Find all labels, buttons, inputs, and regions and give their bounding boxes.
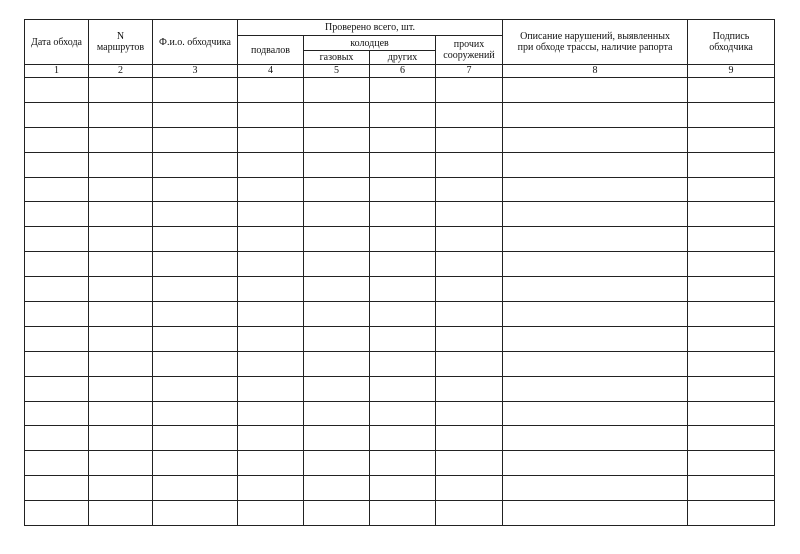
- blank-cell: [503, 302, 688, 327]
- column-number: 8: [503, 65, 688, 78]
- blank-cell: [436, 451, 503, 476]
- blank-cell: [25, 351, 89, 376]
- blank-cell: [89, 152, 153, 177]
- blank-cell: [370, 501, 436, 526]
- blank-cell: [503, 177, 688, 202]
- blank-cell: [688, 401, 775, 426]
- blank-cell: [436, 351, 503, 376]
- blank-cell: [436, 401, 503, 426]
- blank-cell: [153, 177, 238, 202]
- blank-cell: [370, 302, 436, 327]
- blank-cell: [25, 451, 89, 476]
- blank-cell: [304, 152, 370, 177]
- blank-cell: [436, 227, 503, 252]
- header-gas-wells: газовых: [304, 51, 370, 65]
- blank-cell: [436, 127, 503, 152]
- blank-cell: [25, 177, 89, 202]
- blank-cell: [153, 202, 238, 227]
- blank-cell: [25, 277, 89, 302]
- blank-cell: [304, 102, 370, 127]
- blank-cell: [370, 202, 436, 227]
- blank-cell: [370, 326, 436, 351]
- blank-cell: [238, 302, 304, 327]
- blank-cell: [688, 501, 775, 526]
- blank-cell: [370, 177, 436, 202]
- table-row: [25, 202, 775, 227]
- blank-cell: [153, 476, 238, 501]
- blank-cell: [688, 252, 775, 277]
- table-row: [25, 102, 775, 127]
- blank-cell: [153, 277, 238, 302]
- table-row: [25, 476, 775, 501]
- column-number: 6: [370, 65, 436, 78]
- blank-cell: [89, 227, 153, 252]
- blank-cell: [25, 78, 89, 103]
- blank-cell: [89, 451, 153, 476]
- blank-cell: [153, 102, 238, 127]
- blank-cell: [153, 326, 238, 351]
- blank-cell: [503, 152, 688, 177]
- blank-cell: [370, 152, 436, 177]
- blank-cell: [238, 102, 304, 127]
- blank-cell: [89, 351, 153, 376]
- blank-cell: [436, 177, 503, 202]
- blank-cell: [304, 177, 370, 202]
- header-fio: Ф.и.о. обходчика: [153, 20, 238, 65]
- blank-cell: [503, 277, 688, 302]
- blank-cell: [238, 451, 304, 476]
- column-number: 5: [304, 65, 370, 78]
- blank-cell: [153, 302, 238, 327]
- blank-cell: [370, 476, 436, 501]
- blank-cell: [688, 426, 775, 451]
- blank-cell: [89, 376, 153, 401]
- blank-cell: [688, 476, 775, 501]
- table-row: [25, 401, 775, 426]
- blank-cell: [688, 127, 775, 152]
- blank-cell: [25, 102, 89, 127]
- blank-cell: [89, 326, 153, 351]
- header-wells: колодцев: [304, 36, 436, 51]
- blank-cell: [503, 401, 688, 426]
- blank-cell: [436, 302, 503, 327]
- table-row: [25, 302, 775, 327]
- blank-cell: [304, 78, 370, 103]
- table-row: [25, 351, 775, 376]
- blank-cell: [25, 376, 89, 401]
- blank-cell: [89, 102, 153, 127]
- table-row: [25, 326, 775, 351]
- table-row: [25, 78, 775, 103]
- blank-cell: [370, 426, 436, 451]
- blank-cell: [370, 277, 436, 302]
- blank-cell: [688, 177, 775, 202]
- blank-cell: [688, 202, 775, 227]
- blank-cell: [238, 152, 304, 177]
- blank-cell: [238, 326, 304, 351]
- blank-cell: [436, 202, 503, 227]
- blank-cell: [304, 252, 370, 277]
- blank-cell: [370, 78, 436, 103]
- blank-cell: [153, 451, 238, 476]
- walkthrough-log-form: [24, 19, 774, 526]
- blank-cell: [153, 152, 238, 177]
- blank-cell: [238, 501, 304, 526]
- blank-cell: [89, 501, 153, 526]
- walkthrough-log-table: [24, 19, 775, 526]
- blank-cell: [503, 127, 688, 152]
- header-signature: Подпись обходчика: [688, 20, 775, 65]
- blank-cell: [436, 277, 503, 302]
- table-row: [25, 376, 775, 401]
- blank-cell: [503, 78, 688, 103]
- table-row: [25, 501, 775, 526]
- blank-cell: [304, 277, 370, 302]
- blank-cell: [370, 401, 436, 426]
- header-other-structures: прочих сооружений: [436, 36, 503, 65]
- blank-cell: [503, 326, 688, 351]
- blank-cell: [688, 326, 775, 351]
- blank-cell: [688, 227, 775, 252]
- table-row: [25, 152, 775, 177]
- blank-cell: [25, 152, 89, 177]
- column-number: 1: [25, 65, 89, 78]
- blank-cell: [436, 78, 503, 103]
- blank-cell: [304, 426, 370, 451]
- blank-cell: [688, 302, 775, 327]
- blank-cell: [370, 451, 436, 476]
- log-body: [25, 78, 775, 526]
- blank-cell: [436, 252, 503, 277]
- blank-cell: [370, 351, 436, 376]
- blank-cell: [89, 78, 153, 103]
- blank-cell: [503, 351, 688, 376]
- header-other-wells: других: [370, 51, 436, 65]
- blank-cell: [436, 426, 503, 451]
- blank-cell: [304, 227, 370, 252]
- blank-cell: [370, 376, 436, 401]
- blank-cell: [688, 376, 775, 401]
- blank-cell: [304, 202, 370, 227]
- blank-cell: [503, 426, 688, 451]
- blank-cell: [25, 476, 89, 501]
- blank-cell: [238, 177, 304, 202]
- blank-cell: [304, 401, 370, 426]
- blank-cell: [238, 476, 304, 501]
- blank-cell: [370, 227, 436, 252]
- blank-cell: [89, 127, 153, 152]
- blank-cell: [304, 451, 370, 476]
- blank-cell: [304, 127, 370, 152]
- blank-cell: [436, 476, 503, 501]
- blank-cell: [503, 227, 688, 252]
- column-number: 2: [89, 65, 153, 78]
- blank-cell: [238, 351, 304, 376]
- blank-cell: [89, 177, 153, 202]
- blank-cell: [436, 326, 503, 351]
- blank-cell: [89, 302, 153, 327]
- header-checked-total: Проверено всего, шт.: [238, 20, 503, 36]
- table-row: [25, 127, 775, 152]
- blank-cell: [89, 401, 153, 426]
- header-date: Дата обхода: [25, 20, 89, 65]
- header-basements: подвалов: [238, 36, 304, 65]
- blank-cell: [436, 376, 503, 401]
- blank-cell: [503, 376, 688, 401]
- blank-cell: [436, 152, 503, 177]
- blank-cell: [25, 401, 89, 426]
- blank-cell: [503, 451, 688, 476]
- blank-cell: [503, 501, 688, 526]
- blank-cell: [370, 127, 436, 152]
- column-number-row: [25, 65, 775, 78]
- blank-cell: [25, 227, 89, 252]
- blank-cell: [25, 501, 89, 526]
- blank-cell: [304, 376, 370, 401]
- blank-cell: [238, 127, 304, 152]
- blank-cell: [89, 252, 153, 277]
- blank-cell: [25, 426, 89, 451]
- blank-cell: [503, 202, 688, 227]
- blank-cell: [688, 451, 775, 476]
- blank-cell: [304, 302, 370, 327]
- column-number: 7: [436, 65, 503, 78]
- blank-cell: [304, 501, 370, 526]
- blank-cell: [238, 78, 304, 103]
- blank-cell: [89, 202, 153, 227]
- blank-cell: [238, 227, 304, 252]
- column-number: 3: [153, 65, 238, 78]
- blank-cell: [89, 476, 153, 501]
- blank-cell: [89, 277, 153, 302]
- blank-cell: [238, 202, 304, 227]
- blank-cell: [436, 102, 503, 127]
- blank-cell: [688, 351, 775, 376]
- table-row: [25, 252, 775, 277]
- blank-cell: [153, 252, 238, 277]
- header-routes: N маршрутов: [89, 20, 153, 65]
- blank-cell: [25, 127, 89, 152]
- blank-cell: [370, 102, 436, 127]
- blank-cell: [238, 376, 304, 401]
- blank-cell: [304, 476, 370, 501]
- table-row: [25, 177, 775, 202]
- blank-cell: [153, 401, 238, 426]
- table-row: [25, 277, 775, 302]
- column-number: 4: [238, 65, 304, 78]
- blank-cell: [153, 227, 238, 252]
- blank-cell: [25, 202, 89, 227]
- blank-cell: [89, 426, 153, 451]
- blank-cell: [304, 351, 370, 376]
- blank-cell: [25, 252, 89, 277]
- table-row: [25, 227, 775, 252]
- blank-cell: [238, 277, 304, 302]
- blank-cell: [304, 326, 370, 351]
- blank-cell: [238, 252, 304, 277]
- blank-cell: [688, 78, 775, 103]
- blank-cell: [503, 102, 688, 127]
- header-violations: Описание нарушений, выявленных при обходе трассы, наличие рапорта: [503, 20, 688, 65]
- blank-cell: [153, 376, 238, 401]
- blank-cell: [153, 351, 238, 376]
- blank-cell: [688, 152, 775, 177]
- table-row: [25, 451, 775, 476]
- blank-cell: [688, 277, 775, 302]
- blank-cell: [153, 127, 238, 152]
- blank-cell: [238, 426, 304, 451]
- blank-cell: [153, 426, 238, 451]
- blank-cell: [688, 102, 775, 127]
- blank-cell: [153, 78, 238, 103]
- blank-cell: [153, 501, 238, 526]
- blank-cell: [503, 252, 688, 277]
- column-number: 9: [688, 65, 775, 78]
- blank-cell: [370, 252, 436, 277]
- blank-cell: [25, 326, 89, 351]
- blank-cell: [503, 476, 688, 501]
- blank-cell: [25, 302, 89, 327]
- blank-cell: [238, 401, 304, 426]
- table-row: [25, 426, 775, 451]
- blank-cell: [436, 501, 503, 526]
